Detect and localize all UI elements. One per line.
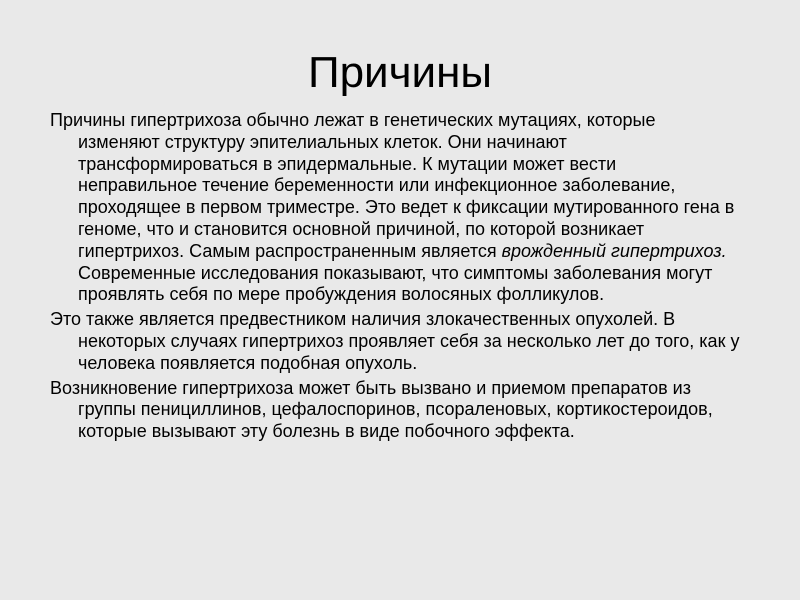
emphasis-congenital-hypertrichosis: врожденный гипертрихоз. bbox=[501, 240, 727, 261]
paragraph-genetic-causes bbox=[50, 110, 740, 306]
paragraph-drug-causes: Возникновение гипертрихоза может быть вызвано и приемом препаратов из группы пенициллинов, цефалоспоринов, псораленовых, кортикостероидов, которые вызывают эту болезнь в виде побочного эффекта. bbox=[50, 377, 713, 442]
slide-title: Причины bbox=[307, 48, 493, 97]
slide-body bbox=[50, 110, 740, 446]
paragraph-malignancy-sign: Это также является предвестником наличия злокачественных опухолей. В некоторых случаях гипертрихоз проявляет себя за несколько лет до того, как у человека появляется подобная опухоль. bbox=[50, 309, 740, 373]
paragraph-text-continued: Современные исследования показывают, что симптомы заболевания могут проявлять себя по мере пробуждения волосяных фолликулов. bbox=[78, 240, 742, 305]
paragraph-text: Причины гипертрихоза обычно лежат в генетических мутациях, которые изменяют структуру эпителиальных клеток. Они начинают трансформироваться в эпидермальные. К мутации может вести неправильное течение беременности или инфекционное заболевание, проходящее в первом триместре. Это ведет к фиксации мутированного гена в геноме, что и становится основной причиной, по которой возникает гипертрихоз. Самым распространенным является bbox=[50, 110, 735, 261]
